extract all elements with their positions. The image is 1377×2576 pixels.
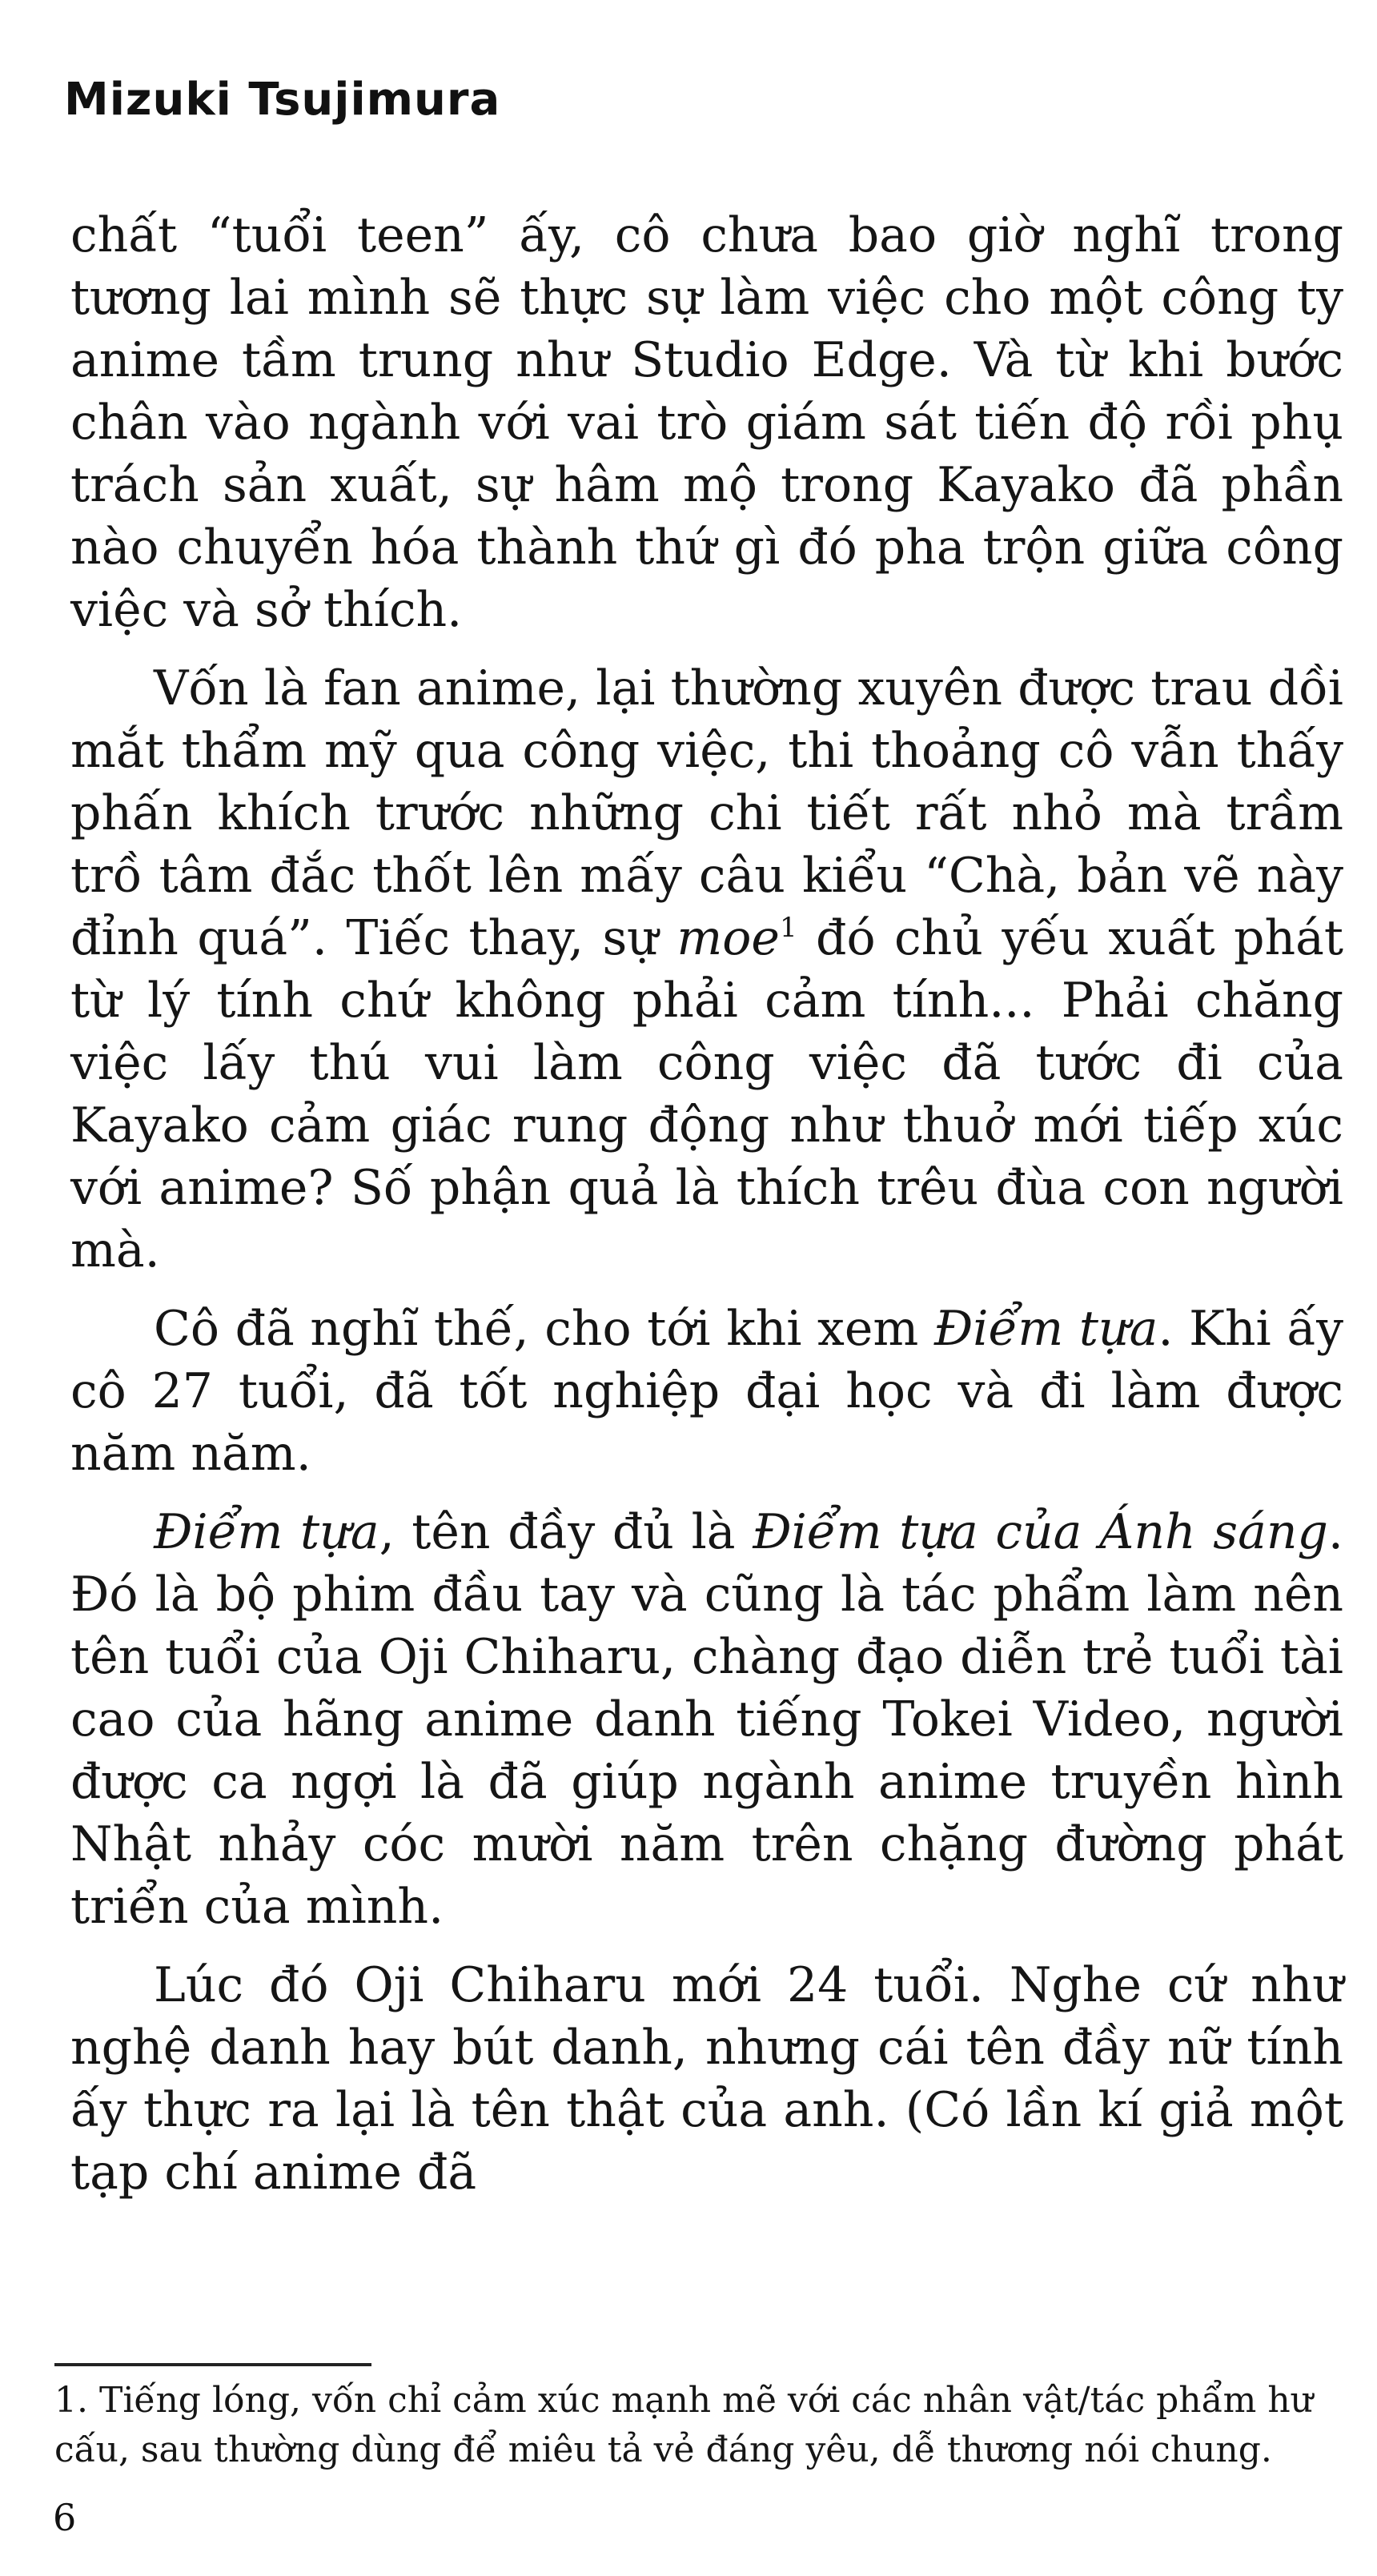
paragraph-2-part-a: Vốn là fan anime, lại thường xuyên được trau dồi mắt thẩm mỹ qua công việc, thi thoảng cô vẫn thấy phấn khích trước những chi tiết rất nhỏ mà trầm trồ tâm đắc thốt lên mấy câu kiểu “Chà, bản vẽ này đỉnh quá”. Tiếc thay, sự <box>70 660 1343 966</box>
page-number: 6 <box>53 2496 77 2539</box>
work-title: Điểm tựa <box>933 1301 1158 1357</box>
footnote: 1. Tiếng lóng, vốn chỉ cảm xúc mạnh mẽ với các nhân vật/tác phẩm hư cấu, sau thường dùng để miêu tả vẻ đáng yêu, dễ thương nói chung. <box>54 2380 1313 2470</box>
term-moe: moe <box>676 910 780 966</box>
footnote-reference: 1 <box>779 912 797 944</box>
paragraph-2 <box>70 657 1343 1282</box>
paragraph-2-part-b: đó chủ yếu xuất phát từ lý tính chứ không phải cảm tính... Phải chăng việc lấy thú vui làm công việc đã tước đi của Kayako cảm giác rung động như thuở mới tiếp xúc với anime? Số phận quả là thích trêu đùa con người mà. <box>70 910 1344 1278</box>
paragraph-5: Lúc đó Oji Chiharu mới 24 tuổi. Nghe cứ như nghệ danh hay bút danh, nhưng cái tên đầy nữ tính ấy thực ra lại là tên thật của anh. (Có lần kí giả một tạp chí anime đã <box>70 1957 1343 2201</box>
paragraph-3 <box>70 1298 1343 1485</box>
paragraph-3-part-a: Cô đã nghĩ thế, cho tới khi xem <box>154 1301 934 1357</box>
paragraph-4-part-a: , tên đầy đủ là <box>379 1504 753 1560</box>
paragraph-1: chất “tuổi teen” ấy, cô chưa bao giờ nghĩ trong tương lai mình sẽ thực sự làm việc cho một công ty anime tầm trung như Studio Edge. Và từ khi bước chân vào ngành với vai trò giám sát tiến độ rồi phụ trách sản xuất, sự hâm mộ trong Kayako đã phần nào chuyển hóa thành thứ gì đó pha trộn giữa công việc và sở thích. <box>70 207 1343 638</box>
work-title-full: Điểm tựa của Ánh sáng <box>753 1504 1328 1560</box>
paragraph-3-part-b: . Khi ấy cô 27 tuổi, đã tốt nghiệp đại học và đi làm được năm năm. <box>70 1301 1343 1482</box>
running-head-author: Mizuki Tsujimura <box>64 74 501 126</box>
paragraph-4-part-b: . Đó là bộ phim đầu tay và cũng là tác phẩm làm nên tên tuổi của Oji Chiharu, chàng đạo diễn trẻ tuổi tài cao của hãng anime danh tiếng Tokei Video, người được ca ngợi là đã giúp ngành anime truyền hình Nhật nhảy cóc mười năm trên chặng đường phát triển của mình. <box>70 1504 1343 1935</box>
body-text <box>70 204 1343 2220</box>
footnote-divider <box>54 2363 371 2366</box>
work-title-short: Điểm tựa <box>154 1504 379 1560</box>
paragraph-4 <box>70 1501 1343 1938</box>
